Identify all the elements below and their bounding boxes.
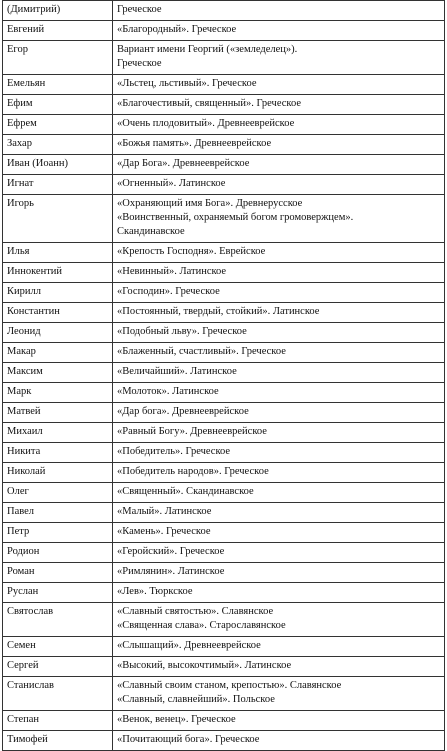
meaning-cell [113, 463, 445, 483]
meaning-line: «Слышащий». Древнееврейское [117, 640, 261, 651]
table-row [3, 363, 445, 383]
meaning-line: «Священная слава». Старославянское [117, 620, 286, 631]
table-row [3, 343, 445, 363]
name-cell: Кирилл [3, 283, 113, 303]
meaning-cell [113, 677, 445, 711]
meaning-line: «Лев». Тюркское [117, 586, 193, 597]
name-cell: Иван (Иоанн) [3, 155, 113, 175]
meaning-line: «Венок, венец». Греческое [117, 714, 236, 725]
name-cell: Роман [3, 563, 113, 583]
table-row [3, 731, 445, 751]
table-row [3, 637, 445, 657]
meaning-line: «Благочестивый, священный». Греческое [117, 98, 302, 109]
name-cell: Семен [3, 637, 113, 657]
meaning-cell [113, 155, 445, 175]
name-cell: Емельян [3, 75, 113, 95]
meaning-cell [113, 563, 445, 583]
meaning-cell [113, 731, 445, 751]
name-cell: Ефрем [3, 115, 113, 135]
name-cell: Святослав [3, 603, 113, 637]
meaning-cell [113, 403, 445, 423]
meaning-line: «Римлянин». Латинское [117, 566, 225, 577]
meaning-cell [113, 175, 445, 195]
meaning-line: Греческое [117, 58, 162, 69]
meaning-cell [113, 603, 445, 637]
name-cell: Олег [3, 483, 113, 503]
meaning-line: «Огненный». Латинское [117, 178, 226, 189]
name-cell: Илья [3, 243, 113, 263]
table-row [3, 1, 445, 21]
meaning-line: «Очень плодовитый». Древнееврейское [117, 118, 295, 129]
meaning-cell [113, 343, 445, 363]
table-row [3, 443, 445, 463]
meaning-cell [113, 423, 445, 443]
name-cell: (Димитрий) [3, 1, 113, 21]
meaning-line: «Высокий, высокочтимый». Латинское [117, 660, 292, 671]
meaning-cell [113, 21, 445, 41]
meaning-line: «Воинственный, охраняемый богом громовержцем». [117, 212, 354, 223]
meaning-cell [113, 637, 445, 657]
meaning-cell [113, 503, 445, 523]
meaning-line: «Молоток». Латинское [117, 386, 219, 397]
name-cell: Михаил [3, 423, 113, 443]
name-cell: Сергей [3, 657, 113, 677]
table-row [3, 115, 445, 135]
table-row [3, 243, 445, 263]
table-row [3, 263, 445, 283]
meaning-line: «Величайший». Латинское [117, 366, 237, 377]
meaning-line: «Почитающий бога». Греческое [117, 734, 260, 745]
meaning-cell [113, 195, 445, 243]
names-table [2, 0, 445, 751]
meaning-line: «Блаженный, счастливый». Греческое [117, 346, 286, 357]
name-cell: Игорь [3, 195, 113, 243]
meaning-line: «Победитель народов». Греческое [117, 466, 269, 477]
meaning-line: «Геройский». Греческое [117, 546, 225, 557]
table-row [3, 303, 445, 323]
name-cell: Станислав [3, 677, 113, 711]
meaning-line: «Охраняющий имя Бога». Древнерусское [117, 198, 303, 209]
meaning-cell [113, 303, 445, 323]
table-row [3, 41, 445, 75]
table-row [3, 543, 445, 563]
meaning-line: «Невинный». Латинское [117, 266, 227, 277]
meaning-line: «Подобный льву». Греческое [117, 326, 247, 337]
meaning-cell [113, 263, 445, 283]
table-row [3, 135, 445, 155]
table-row [3, 563, 445, 583]
name-cell: Павел [3, 503, 113, 523]
meaning-cell [113, 583, 445, 603]
meaning-line: «Славный, славнейший». Польское [117, 694, 275, 705]
name-cell: Леонид [3, 323, 113, 343]
table-row [3, 583, 445, 603]
meaning-cell [113, 657, 445, 677]
name-cell: Петр [3, 523, 113, 543]
table-row [3, 483, 445, 503]
table-row [3, 21, 445, 41]
name-cell: Константин [3, 303, 113, 323]
meaning-line: «Божья память». Древнееврейское [117, 138, 272, 149]
name-cell: Иннокентий [3, 263, 113, 283]
name-cell: Игнат [3, 175, 113, 195]
meaning-line: Вариант имени Георгий («земледелец»). [117, 44, 298, 55]
meaning-line: Греческое [117, 4, 162, 15]
table-row [3, 175, 445, 195]
table-row [3, 195, 445, 243]
table-row [3, 523, 445, 543]
meaning-line: «Дар Бога». Древнееврейское [117, 158, 250, 169]
meaning-cell [113, 135, 445, 155]
table-row [3, 283, 445, 303]
table-row [3, 323, 445, 343]
table-row [3, 503, 445, 523]
meaning-cell [113, 543, 445, 563]
table-row [3, 403, 445, 423]
meaning-cell [113, 323, 445, 343]
meaning-cell [113, 115, 445, 135]
meaning-line: «Славный святостью». Славянское [117, 606, 274, 617]
meaning-cell [113, 523, 445, 543]
table-row [3, 95, 445, 115]
meaning-line: Скандинавское [117, 226, 185, 237]
name-cell: Ефим [3, 95, 113, 115]
meaning-line: «Господин». Греческое [117, 286, 220, 297]
name-cell: Евгений [3, 21, 113, 41]
name-cell: Максим [3, 363, 113, 383]
table-row [3, 711, 445, 731]
table-row [3, 463, 445, 483]
name-cell: Егор [3, 41, 113, 75]
name-cell: Николай [3, 463, 113, 483]
table-row [3, 603, 445, 637]
meaning-line: «Крепость Господня». Еврейское [117, 246, 266, 257]
meaning-cell [113, 483, 445, 503]
name-cell: Макар [3, 343, 113, 363]
meaning-cell [113, 95, 445, 115]
meaning-cell [113, 711, 445, 731]
name-cell: Марк [3, 383, 113, 403]
meaning-line: «Победитель». Греческое [117, 446, 231, 457]
table-row [3, 75, 445, 95]
table-row [3, 677, 445, 711]
meaning-line: «Камень». Греческое [117, 526, 211, 537]
meaning-line: «Льстец, льстивый». Греческое [117, 78, 257, 89]
meaning-cell [113, 41, 445, 75]
name-cell: Степан [3, 711, 113, 731]
names-table-body [3, 1, 445, 751]
meaning-line: «Постоянный, твердый, стойкий». Латинское [117, 306, 320, 317]
meaning-line: «Славный своим станом, крепостью». Славянское [117, 680, 342, 691]
table-row [3, 383, 445, 403]
meaning-line: «Равный Богу». Древнееврейское [117, 426, 267, 437]
table-row [3, 657, 445, 677]
name-cell: Тимофей [3, 731, 113, 751]
name-cell: Родион [3, 543, 113, 563]
meaning-cell [113, 243, 445, 263]
meaning-cell [113, 383, 445, 403]
meaning-cell [113, 443, 445, 463]
name-cell: Матвей [3, 403, 113, 423]
meaning-cell [113, 363, 445, 383]
table-row [3, 423, 445, 443]
name-cell: Никита [3, 443, 113, 463]
name-cell: Захар [3, 135, 113, 155]
name-cell: Руслан [3, 583, 113, 603]
meaning-line: «Дар бога». Древнееврейское [117, 406, 249, 417]
meaning-cell [113, 283, 445, 303]
table-row [3, 155, 445, 175]
meaning-cell [113, 75, 445, 95]
meaning-line: «Малый». Латинское [117, 506, 212, 517]
meaning-line: «Священный». Скандинавское [117, 486, 254, 497]
meaning-cell [113, 1, 445, 21]
meaning-line: «Благородный». Греческое [117, 24, 237, 35]
